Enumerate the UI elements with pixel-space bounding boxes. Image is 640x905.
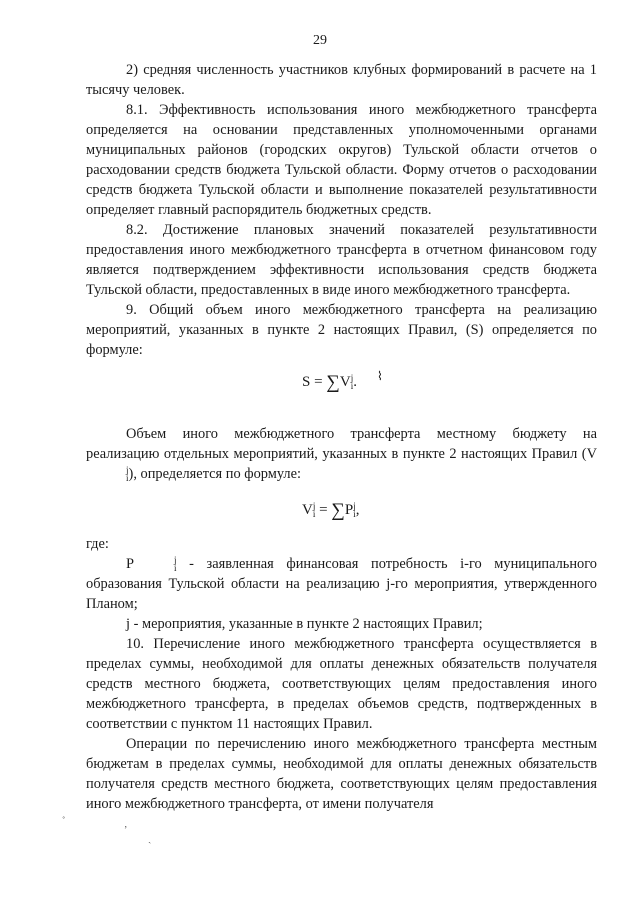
- formula2-p-sup-j: j: [353, 501, 356, 511]
- scan-speck: ˏ: [148, 833, 152, 844]
- definition-p-indices: [134, 556, 177, 572]
- paren-close: ): [128, 466, 134, 482]
- subscript-i: i: [350, 381, 354, 391]
- formula2-equals: =: [315, 502, 332, 518]
- formula2-sup-j: j: [312, 501, 316, 511]
- formula-v-expression: [302, 500, 359, 521]
- definition-pij: [86, 554, 597, 614]
- formula-s-symbol: S: [302, 374, 311, 390]
- formula-local-volume: [86, 484, 597, 534]
- where-label: где:: [86, 536, 109, 552]
- document-body: [86, 60, 597, 814]
- volume-intro-text: Объем иного межбюджетного трансферта местному бюджету на реализацию отдельных мероприятий, указанных в пункте 2 настоящих Правил: [86, 426, 597, 462]
- paragraph-8-1: 8.1. Эффективность использования иного межбюджетного трансферта определяется на основании представленных уполномоченными органами муниципальных районов (городских округов) Тульской области отчетов о расходовании средств бюджета Тульской области. Форму отчетов о расходовании средств бюджета Тульской области и выполнение показателей результативности определяет главный распорядитель бюджетных средств.: [86, 102, 597, 218]
- formula-end-period: .: [353, 374, 357, 390]
- definition-sup-j: j: [174, 555, 177, 565]
- volume-formula-phrase: , определяется по формуле:: [133, 466, 301, 482]
- formula2-p-sub-i: i: [353, 509, 356, 519]
- formula-v-symbol: V: [339, 374, 351, 390]
- inline-sup-j: j: [126, 465, 129, 475]
- formula-s-expression: [302, 372, 357, 393]
- sum-symbol: ∑: [326, 372, 340, 393]
- definition-j: j - мероприятия, указанные в пункте 2 настоящих Правил;: [126, 616, 483, 632]
- formula2-v-symbol: V: [302, 502, 313, 518]
- inline-sub-i: i: [126, 473, 129, 483]
- inline-v-symbol: V: [586, 446, 597, 462]
- handwritten-mark: ⌇: [377, 369, 383, 383]
- paragraph-8-2: 8.2. Достижение плановых значений показателей результативности предоставления иного межбюджетного трансферта в отчетном финансовом году является подтверждением эффективности использования средств бюджета Тульской области, предоставленных в виде иного межбюджетного трансферта.: [86, 222, 597, 298]
- superscript-j: j: [350, 373, 354, 383]
- formula-total-volume: [86, 360, 597, 406]
- paragraph-item-2: 2) средняя численность участников клубных формирований в расчете на 1 тысячу человек.: [86, 62, 597, 98]
- paragraph-10: 10. Перечисление иного межбюджетного трансферта осуществляется в пределах суммы, необходимой для оплаты денежных обязательств получателя средств местного бюджета, соответствующих целям предоставления иного межбюджетного трансферта, в пределах объемов средств, подтвержденных в соответствии с пунктом 11 настоящих Правил.: [86, 636, 597, 732]
- definition-p-symbol: P: [126, 556, 135, 572]
- scan-speck: ʼ: [124, 825, 128, 836]
- formula2-p-symbol: P: [344, 502, 354, 518]
- definition-sub-i: i: [174, 563, 177, 573]
- paragraph-operations: Операции по перечислению иного межбюджетного трансферта местным бюджетам в пределах суммы, необходимой для оплаты денежных обязательств получателя средств местного бюджета, соответствующих целям предоставления иного межбюджетного трансферта, от имени получателя: [86, 736, 597, 812]
- inline-v-indices: [86, 466, 129, 482]
- formula-equals: =: [310, 374, 327, 390]
- paragraph-volume-intro: [86, 424, 597, 484]
- scan-speck: ˳: [62, 808, 66, 819]
- definition-pij-text: - заявленная финансовая потребность i-го муниципального образования Тульской области на реализацию j-го мероприятия, утвержденного Планом;: [86, 556, 597, 612]
- spacer: [86, 406, 597, 424]
- formula2-sum-symbol: ∑: [331, 500, 345, 521]
- paragraph-9: 9. Общий объем иного межбюджетного трансферта на реализацию мероприятий, указанных в пункте 2 настоящих Правил, (S) определяется по формуле:: [86, 302, 597, 358]
- paren-open: (: [581, 446, 587, 462]
- page-number: 29: [313, 33, 327, 48]
- formula2-sub-i: i: [312, 509, 316, 519]
- formula2-end-comma: ,: [355, 502, 360, 518]
